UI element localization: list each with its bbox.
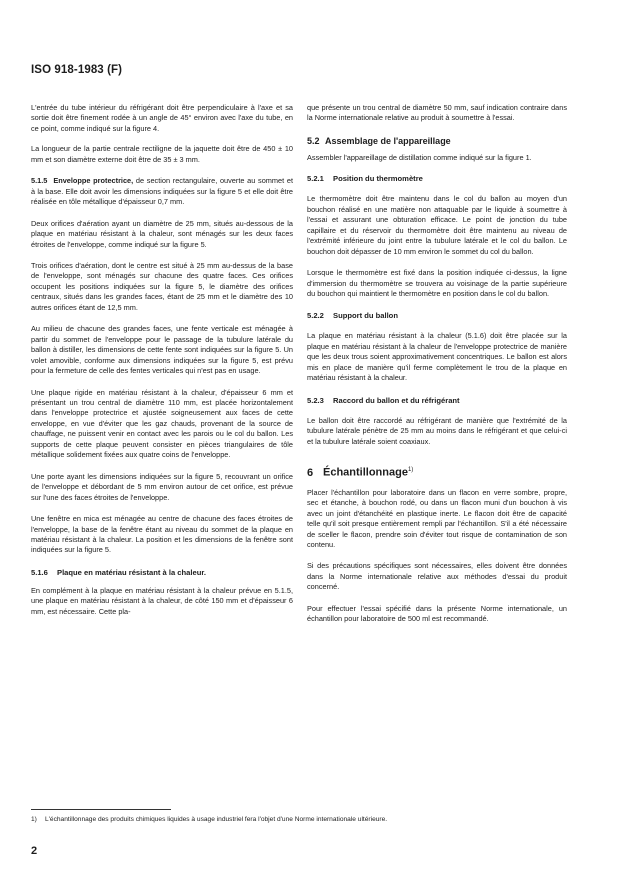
paragraph: Pour effectuer l'essai spécifié dans la présente Norme internationale, un échantillon pour laboratoire de 500 ml est recommandé.: [307, 603, 567, 624]
section-heading-6: [307, 463, 567, 480]
paragraph: Trois orifices d'aération, dont le centre est situé à 25 mm au-dessus de la base de l'enveloppe, sont ménagés sur chacune des quatre faces. Ces orifices occupent les positions indiquées sur la figure 5, le diamètre des orifices centraux, situés dans les grandes faces, étant de 25 mm et le diamètre des 10 autres orifices étant de 12,5 mm.: [31, 260, 293, 312]
paragraph: La plaque en matériau résistant à la chaleur (5.1.6) doit être placée sur la plaque en matériau résistant à la chaleur de l'enveloppe protectrice de manière que les deux trous soient approximativement concentriques. Le ballon est alors mis en place de manière qu'il ferme complètement le trou de la plaque en matériau résistant à la chaleur.: [307, 331, 567, 383]
paragraph: Le ballon doit être raccordé au réfrigérant de manière que l'extrémité de la tubulure latérale pénètre de 25 mm au moins dans le réfrigérant et que celui-ci et la tubulure latérale soient coaxiaux.: [307, 415, 567, 446]
footnote-divider: [31, 809, 171, 810]
left-column: [31, 103, 293, 617]
section-number: 5.2.3: [307, 395, 324, 405]
section-heading-5-2-3: [307, 396, 567, 406]
paragraph: Placer l'échantillon pour laboratoire dans un flacon en verre sombre, propre, sec et étanche, à bouchon rodé, ou dans un flacon muni d'un bouchon à vis avec un joint d'étanchéité en plastique inerte. Le flacon doit être de capacité telle qu'il soit presque entièrement rempli par l'échantillon. S'il a été nécessaire de sceller le flacon, prendre soin d'éviter tout risque de contamination de son contenu.: [307, 487, 567, 549]
section-number: 5.2.2: [307, 311, 324, 321]
section-title: Assemblage de l'appareillage: [325, 135, 451, 146]
section-heading-5-2: [307, 136, 567, 146]
section-title: Position du thermomètre: [333, 174, 423, 184]
paragraph: Au milieu de chacune des grandes faces, une fente verticale est ménagée à partir du sommet de l'enveloppe pour le passage de la tubulure latérale du ballon à distiller, les dimensions de cette fente sont indiquées sur la figure 5. Un volet amovible, conforme aux dimensions indiquées sur la figure 5, est prévu pour la fermeture de celle des fentes verticales qui n'est pas en usage.: [31, 324, 293, 376]
section-title: Support du ballon: [333, 311, 398, 321]
paragraph: Une porte ayant les dimensions indiquées sur la figure 5, recouvrant un orifice de l'enveloppe et débordant de 5 mm environ autour de cet orifice, est prévue sur l'une des faces étroites de l'enveloppe.: [31, 471, 293, 502]
paragraph: Une fenêtre en mica est ménagée au centre de chacune des faces étroites de l'enveloppe, la base de la fenêtre étant au niveau du sommet de la plaque en matériau résistant à la chaleur. La position et les dimensions de la fenêtre sont indiquées sur la figure 5.: [31, 514, 293, 555]
paragraph: Le thermomètre doit être maintenu dans le col du ballon au moyen d'un bouchon réalisé en une matière non attaquable par le liquide à soumettre à l'essai et assurant une obturation efficace. Le point de jonction du tube capillaire et du réservoir du thermomètre doit être maintenu au niveau de l'extrémité inférieure du joint entre la tubulure latérale et le col du ballon. Le bouchon doit dépasser de 10 mm environ le sommet du col du ballon.: [307, 194, 567, 256]
footnote-mark: 1): [31, 816, 37, 823]
section-heading-5-2-2: [307, 311, 567, 321]
section-title: Enveloppe protectrice,: [53, 176, 134, 186]
section-heading-5-2-1: [307, 174, 567, 184]
document-header: ISO 918-1983 (F): [31, 64, 123, 76]
paragraph: Une plaque rigide en matériau résistant à la chaleur, d'épaisseur 6 mm et présentant un trou central de diamètre 110 mm, est placée horizontalement dans l'enveloppe protectrice et ajustée soigneusement aux faces de cette enveloppe, en vue d'éviter que les gaz chauds, provenant de la source de chauffage, ne puissent venir en contact avec les parois ou le col du ballon. Les supports de cette plaque peuvent consister en pièces triangulaires de tôle métallique solidement fixées aux quatre coins de l'enveloppe.: [31, 387, 293, 460]
section-heading-5-1-6: [31, 568, 293, 578]
right-column: [307, 103, 567, 625]
section-number: 6: [307, 466, 314, 479]
section-title: Échantillonnage: [323, 466, 408, 479]
paragraph: que présente un trou central de diamètre 50 mm, sauf indication contraire dans la Norme internationale relative au produit à soumettre à l'essai.: [307, 103, 567, 123]
paragraph: Deux orifices d'aération ayant un diamètre de 25 mm, situés au-dessous de la plaque en matériau résistant à la chaleur, sont ménagés sur les deux faces étroites de l'enveloppe, comme indiqué sur la figure 5.: [31, 218, 293, 249]
paragraph: Lorsque le thermomètre est fixé dans la position indiquée ci-dessus, la ligne d'immersion du thermomètre se trouvera au voisinage de la partie supérieure du bouchon qui maintient le thermomètre en position dans le col du ballon.: [307, 268, 567, 298]
paragraph: En complément à la plaque en matériau résistant à la chaleur prévue en 5.1.5, une plaque en matériau résistant à la chaleur, de côté 150 mm et d'épaisseur 6 mm, est nécessaire. Cette pla-: [31, 585, 293, 616]
page-number: 2: [31, 845, 38, 857]
footnote: [31, 815, 571, 824]
footnote-text: L'échantillonnage des produits chimiques liquides à usage industriel fera l'objet d'une Norme internationale ultérieure.: [45, 816, 388, 823]
paragraph: L'entrée du tube intérieur du réfrigérant doit être perpendiculaire à l'axe et sa sortie doit être finement rodée à un angle de 45° environ avec l'axe du tube, en ce point, comme indiqué sur la figure 4.: [31, 103, 293, 133]
section-title: Raccord du ballon et du réfrigérant: [333, 395, 460, 405]
paragraph: La longueur de la partie centrale rectiligne de la jaquette doit être de 450 ± 10 mm et son diamètre externe doit être de 35 ± 3 mm.: [31, 144, 293, 164]
section-title: Plaque en matériau résistant à la chaleur.: [57, 567, 206, 577]
section-number: 5.1.6: [31, 567, 48, 577]
section-number: 5.2: [307, 135, 320, 146]
section-number: 5.1.5: [31, 176, 48, 186]
paragraph: Assembler l'appareillage de distillation comme indiqué sur la figure 1.: [307, 152, 532, 162]
paragraph: Si des précautions spécifiques sont nécessaires, elles doivent être données dans la Norme internationale relative aux méthodes d'essai du produit concerné.: [307, 561, 567, 592]
footnote-reference[interactable]: 1): [407, 467, 414, 474]
section-number: 5.2.1: [307, 174, 324, 184]
section-text: de section rectangulaire, ouverte au sommet et à la base. Elle doit avoir les dimensions indiquées sur la figure 5 et elle doit être réalisée en tôle métallique d'épaisseur 0,7 mm.: [31, 176, 293, 207]
section-5-1-5: [31, 176, 293, 207]
